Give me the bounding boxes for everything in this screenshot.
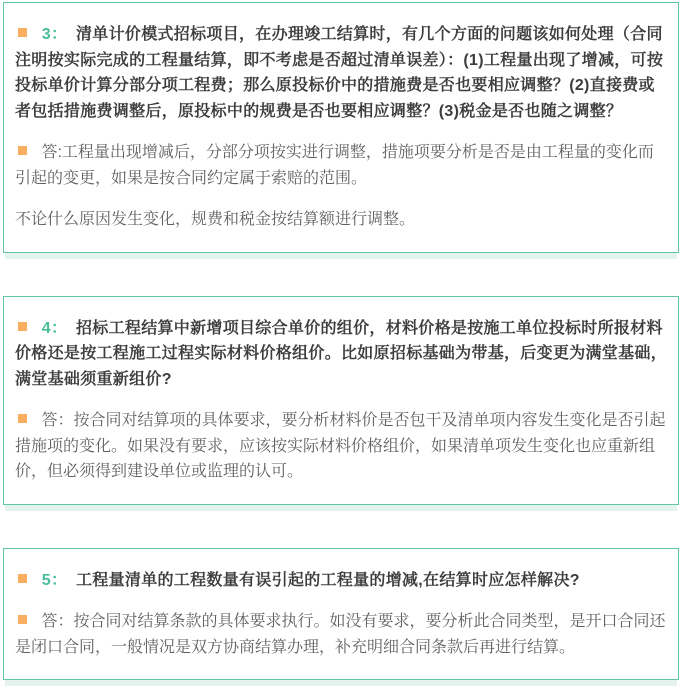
qa-card-4 bbox=[3, 296, 679, 505]
qa-card-5 bbox=[3, 548, 679, 681]
bullet-square-icon bbox=[18, 615, 27, 624]
answer-text: 不论什么原因发生变化，规费和税金按结算额进行调整。 bbox=[15, 211, 416, 228]
question-paragraph bbox=[15, 568, 667, 594]
answer-text: 答:工程量出现增减后，分部分项按实进行调整，措施项要分析是否是由工程量的变化而引起的变更，如果是按合同约定属于索赔的范围。 bbox=[15, 144, 654, 187]
question-number: 3： bbox=[41, 26, 68, 43]
bullet-square-icon bbox=[18, 574, 27, 583]
question-number: 5： bbox=[41, 571, 68, 589]
question-text: 招标工程结算中新增项目综合单价的组价，材料价格是按施工单位投标时所报材料价格还是按工程施工过程实际材料价格组价。比如原招标基础为带基，后变更为满堂基础，满堂基础须重新组价? bbox=[15, 319, 668, 388]
bullet-square-icon bbox=[18, 322, 27, 331]
question-paragraph bbox=[15, 22, 667, 124]
question-text: 工程量清单的工程数量有误引起的工程量的增减,在结算时应怎样解决? bbox=[76, 571, 580, 589]
answer-text: 答：按合同对结算项的具体要求，要分析材料价是否包干及清单项内容发生变化是否引起措施项的变化。如果没有要求，应该按实际材料价格组价，如果清单项发生变化也应重新组价，但必须得到建设单位或监理的认可。 bbox=[15, 412, 666, 480]
answer-paragraph bbox=[15, 609, 667, 660]
answer-paragraph bbox=[15, 140, 667, 191]
qa-card-3 bbox=[3, 2, 679, 253]
question-paragraph bbox=[15, 316, 667, 393]
answer-paragraph-continued bbox=[15, 207, 667, 233]
question-number: 4： bbox=[41, 319, 68, 337]
question-text: 清单计价模式招标项目，在办理竣工结算时，有几个方面的问题该如何处理（合同注明按实际完成的工程量结算，即不考虑是否超过清单误差）：(1)工程量出现了增减，可按投标单价计算分部分项工程费；那么原投标价中的措施费是否也要相应调整？(2)直接费或者包括措施费调整后，原投标中的规费是否也要相应调整？(3)税金是否也随之调整？ bbox=[15, 26, 664, 120]
answer-text: 答：按合同对结算条款的具体要求执行。如没有要求，要分析此合同类型，是开口合同还是闭口合同，一般情况是双方协商结算办理，补充明细合同条款后再进行结算。 bbox=[15, 613, 666, 656]
bullet-square-icon bbox=[18, 146, 27, 155]
answer-paragraph bbox=[15, 408, 667, 485]
bullet-square-icon bbox=[18, 414, 27, 423]
bullet-square-icon bbox=[18, 28, 27, 37]
